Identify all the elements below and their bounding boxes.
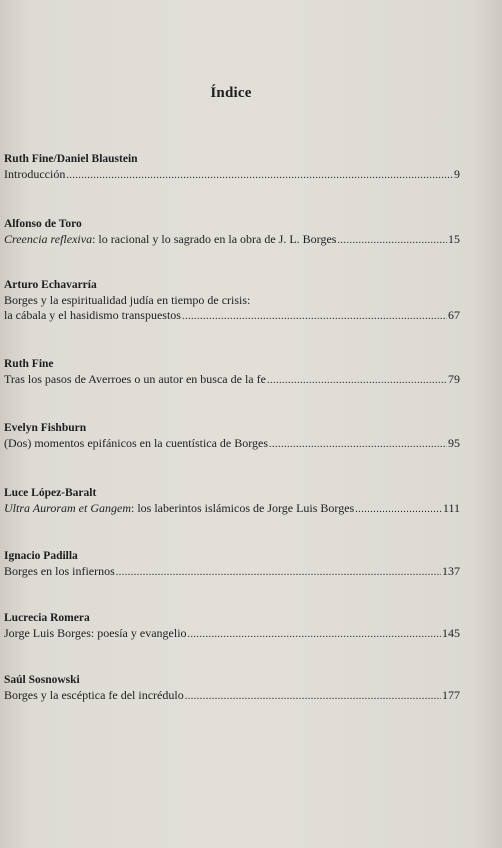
leader-dots: [355, 502, 442, 517]
entry-page-number: 177: [442, 688, 460, 702]
entry-author: Evelyn Fishburn: [4, 422, 87, 434]
entry-line: [4, 626, 460, 642]
leader-dots: [185, 689, 441, 704]
entry-title: : los laberintos islámicos de Jorge Luis Borges: [131, 501, 355, 515]
entry-page-number: 79: [448, 372, 460, 386]
toc-entry: [4, 357, 460, 388]
toc-entry: [4, 152, 460, 183]
entry-page-number: 15: [448, 232, 460, 246]
entry-title: Borges y la escéptica fe del incrédulo: [4, 688, 184, 702]
entry-page-number: 67: [448, 308, 460, 322]
leader-dots: [116, 565, 441, 580]
toc-entry: [4, 278, 460, 324]
toc-entry: [4, 611, 460, 642]
entry-author: Ruth Fine: [4, 358, 54, 370]
entry-title: la cábala y el hasidismo transpuestos: [4, 308, 181, 322]
entry-page-number: 9: [454, 167, 460, 181]
toc-entry: [4, 486, 460, 517]
page-title: Índice: [210, 85, 252, 101]
entry-author: Ignacio Padilla: [4, 550, 78, 562]
entry-title-italic: Ultra Auroram et Gangem: [4, 501, 131, 515]
leader-dots: [66, 168, 453, 183]
entry-page-number: 145: [442, 626, 460, 640]
entry-author: Lucrecia Romera: [4, 612, 90, 624]
entry-page-number: 137: [442, 564, 460, 578]
entry-page-number: 111: [442, 501, 460, 515]
entry-line: [4, 564, 460, 580]
leader-dots: [337, 233, 447, 248]
entry-title: Introducción: [4, 167, 66, 181]
toc-entry: [4, 217, 460, 248]
entry-page-number: 95: [448, 436, 460, 450]
entry-title-italic: Creencia reflexiva: [4, 232, 93, 246]
leader-dots: [182, 309, 447, 324]
entry-author: Arturo Echavarría: [4, 279, 97, 291]
leader-dots: [267, 373, 447, 388]
toc-entry: [4, 673, 460, 704]
leader-dots: [188, 627, 441, 642]
entry-title: Jorge Luis Borges: poesía y evangelio: [4, 626, 187, 640]
entry-title: (Dos) momentos epifánicos en la cuentística de Borges: [4, 436, 269, 450]
entry-line: [4, 688, 460, 704]
entry-title: Tras los pasos de Averroes o un autor en busca de la fe: [4, 372, 266, 386]
leader-dots: [269, 437, 447, 452]
entry-title-first-line: Borges y la espiritualidad judía en tiempo de crisis:: [4, 293, 251, 307]
entry-author: Luce López-Baralt: [4, 487, 97, 499]
entry-line: [4, 436, 460, 452]
toc-entry: [4, 549, 460, 580]
entry-title: : lo racional y lo sagrado en la obra de J. L. Borges: [92, 232, 337, 246]
entry-author: Ruth Fine/Daniel Blaustein: [4, 153, 138, 165]
entry-line: [4, 372, 460, 388]
entry-line: [4, 308, 460, 324]
entry-author: Saúl Sosnowski: [4, 674, 80, 686]
toc-entry: [4, 421, 460, 452]
entry-author: Alfonso de Toro: [4, 218, 82, 230]
entry-line: [4, 167, 460, 183]
entry-line: [4, 232, 460, 248]
entry-title: Borges en los infiernos: [4, 564, 115, 578]
entry-line: [4, 501, 460, 517]
